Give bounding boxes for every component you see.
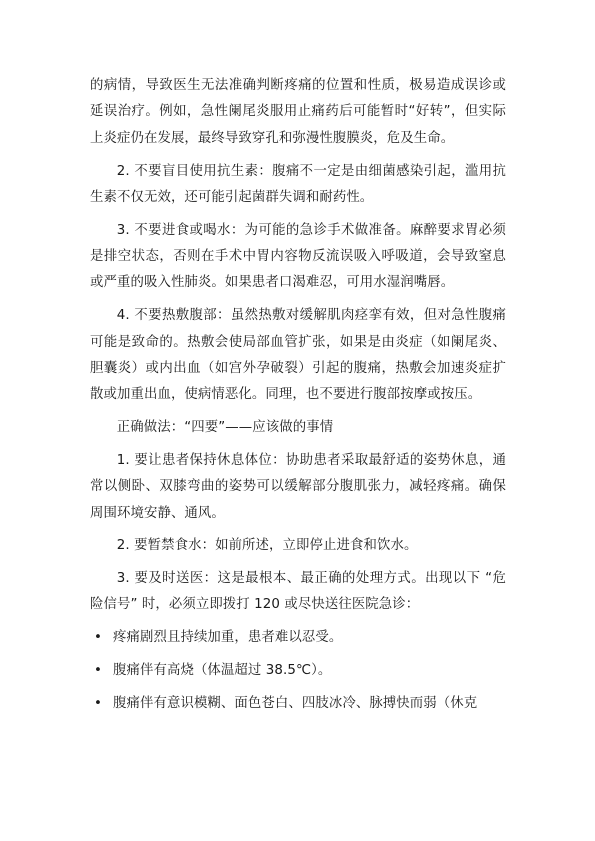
paragraph-continuation: 的病情，导致医生无法准确判断疼痛的位置和性质，极易造成误诊或延误治疗。例如，急性阑尾炎服用止痛药后可能暂时“好转”，但实际上炎症仍在发展，最终导致穿孔和弥漫性腹膜炎，危及生命。 <box>90 78 506 146</box>
paragraph-seek-care: 3. 要及时送医：这是最根本、最正确的处理方式。出现以下 “危险信号” 时，必须立即拨打 120 或尽快送往医院急诊： <box>90 570 506 613</box>
bullet-icon: • <box>94 630 102 646</box>
paragraph-no-antibiotics: 2. 不要盲目使用抗生素：腹痛不一定是由细菌感染引起，滥用抗生素不仅无效，还可能引起菌群失调和耐药性。 <box>90 163 506 205</box>
section-heading-four-dos: 正确做法：“四要”——应该做的事情 <box>116 420 334 436</box>
danger-signal-list <box>90 625 506 717</box>
list-item-text: 疼痛剧烈且持续加重，患者难以忍受。 <box>113 630 343 646</box>
bullet-icon: • <box>94 662 102 678</box>
list-item <box>90 658 506 684</box>
list-item-text: 腹痛伴有意识模糊、面色苍白、四肢冰冷、脉搏快而弱（休克 <box>113 695 478 711</box>
paragraph-fasting: 2. 要暂禁食水：如前所述，立即停止进食和饮水。 <box>116 538 418 554</box>
list-item <box>90 625 506 651</box>
list-item-text: 腹痛伴有高烧（体温超过 38.5℃）。 <box>113 662 332 678</box>
list-item <box>90 691 506 717</box>
document-body <box>90 73 506 723</box>
paragraph-rest-position: 1. 要让患者保持休息体位：协助患者采取最舒适的姿势休息，通常以侧卧、双膝弯曲的姿势可以缓解部分腹肌张力，减轻疼痛。确保周围环境安静、通风。 <box>90 452 506 521</box>
paragraph-no-food-water: 3. 不要进食或喝水：为可能的急诊手术做准备。麻醉要求胃必须是排空状态，否则在手术中胃内容物反流误吸入呼吸道，会导致窒息或严重的吸入性肺炎。如果患者口渴难忍，可用水湿润嘴唇。 <box>90 222 506 291</box>
bullet-icon: • <box>94 695 102 711</box>
paragraph-no-heat: 4. 不要热敷腹部：虽然热敷对缓解肌肉痉挛有效，但对急性腹痛可能是致命的。热敷会使局部血管扩张，如果是由炎症（如阑尾炎、胆囊炎）或内出血（如宫外孕破裂）引起的腹痛，热敷会加速炎症扩散或加重出血，使病情恶化。同理，也不要进行腹部按摩或按压。 <box>90 308 506 403</box>
